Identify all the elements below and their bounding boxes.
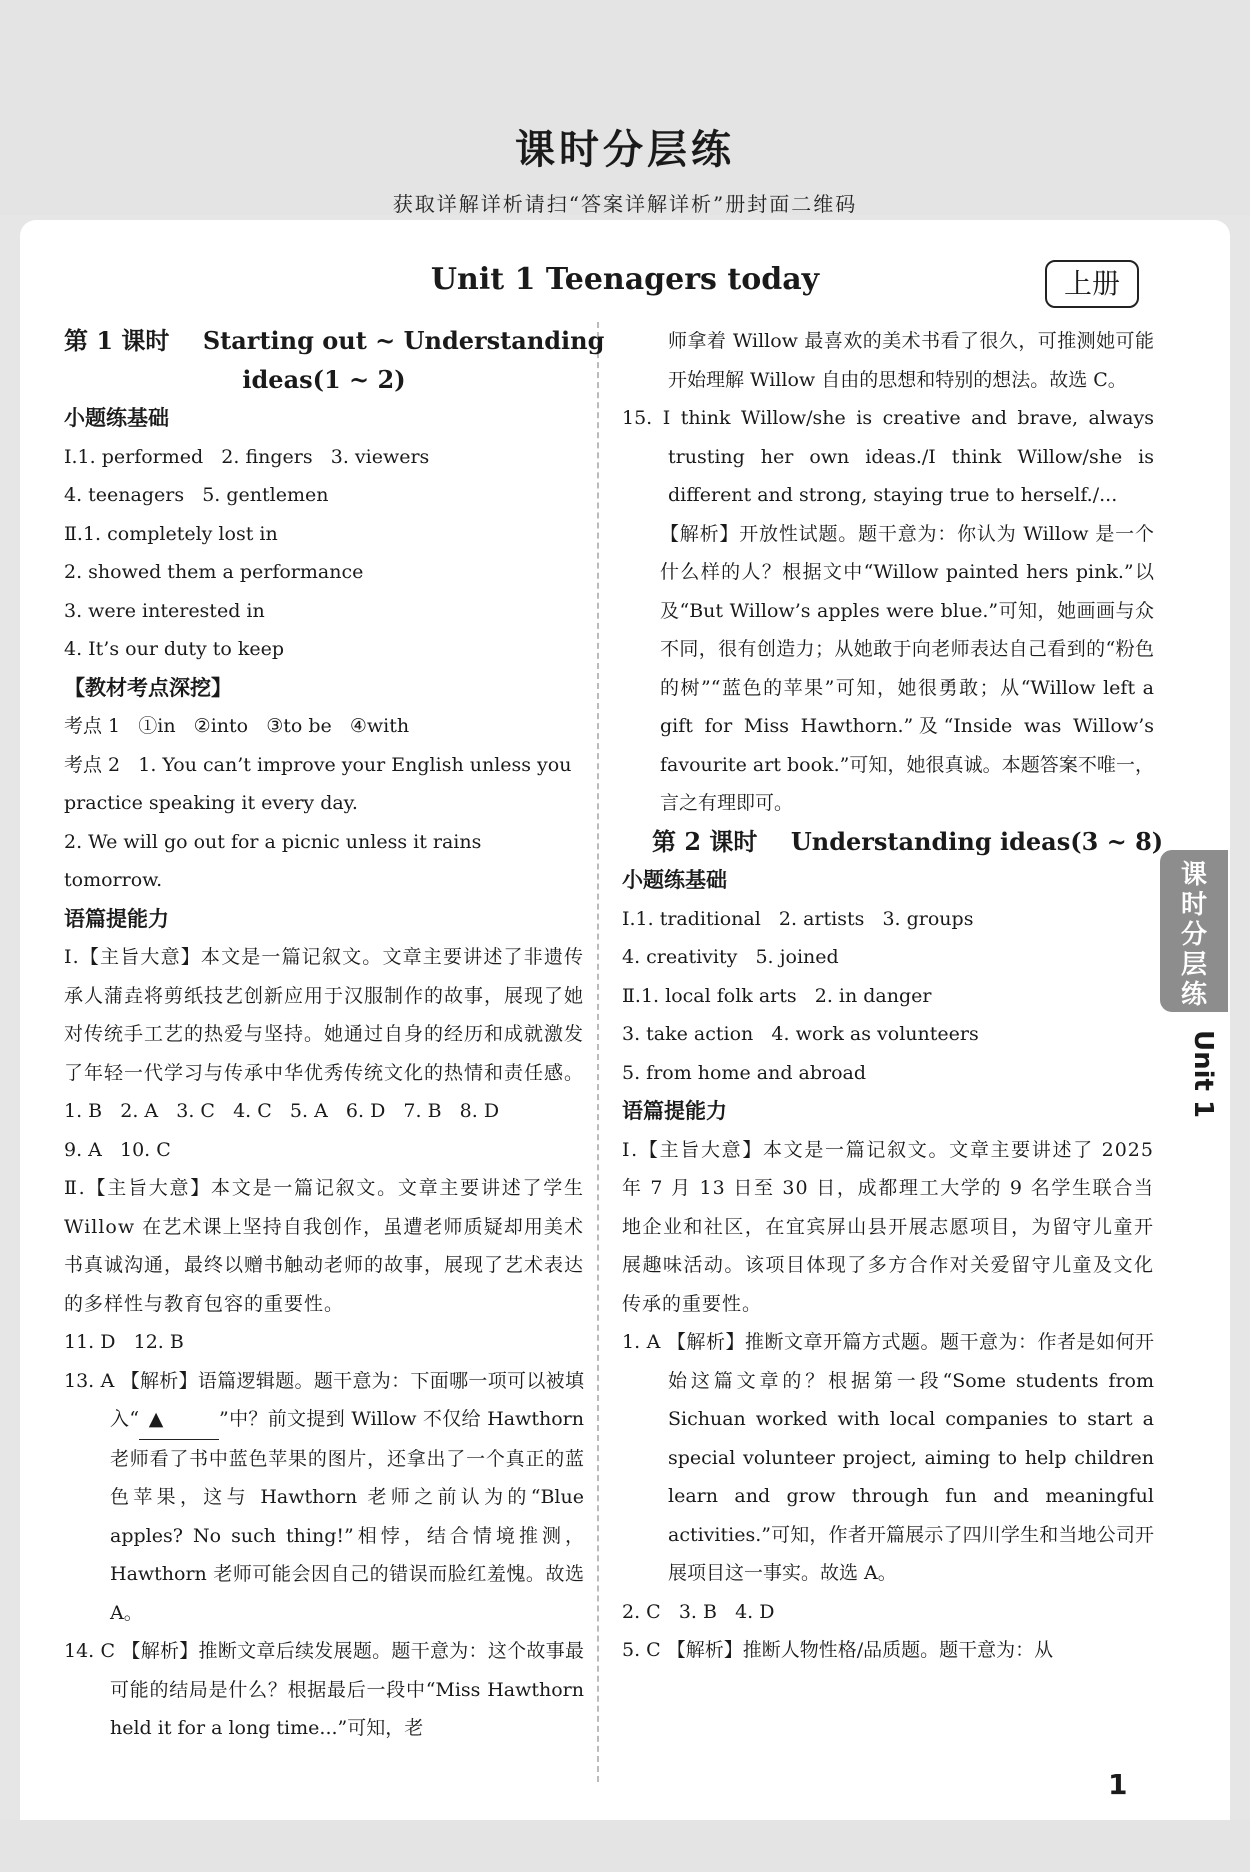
answer-line: 2. C 3. B 4. D <box>622 1600 775 1623</box>
answer-line: 5. from home and abroad <box>622 1061 867 1084</box>
explanation-14-cont: 师拿着 Willow 最喜欢的美术书看了很久，可推测她可能开始理解 Willow 自由的思想和特别的想法。故选 C。 <box>668 330 1154 391</box>
answer-line: Ⅱ.1. local folk arts 2. in danger <box>622 984 932 1007</box>
answer-line: 9. A 10. C <box>64 1138 171 1161</box>
lesson-1-title-cont: ideas(1 ~ 2) <box>242 364 406 394</box>
answer-line: 3. take action 4. work as volunteers <box>622 1023 979 1045</box>
page-title: 课时分层练 <box>515 127 735 173</box>
page-number: 1 <box>1108 1768 1128 1801</box>
answer-line: 考点 1 ①in ②into ③to be ④with <box>64 715 410 737</box>
section-basic: 小题练基础 <box>64 406 169 430</box>
explanation-5: 5. C 【解析】推断人物性格/品质题。题干意为：从 <box>622 1639 1054 1661</box>
explanation-14: 14. C 【解析】推断文章后续发展题。题干意为：这个故事最可能的结局是什么？根据最后一段中“Miss Hawthorn held it for a long time...”可知，老 <box>64 1640 584 1739</box>
answer-line: 4. creativity 5. joined <box>622 946 839 968</box>
right-column <box>622 322 1164 1670</box>
section-basic-2: 小题练基础 <box>622 868 727 892</box>
answer-line: Ⅱ.1. completely lost in <box>64 522 278 545</box>
answer-line: Ⅰ.1. performed 2. fingers 3. viewers <box>64 445 430 468</box>
side-tab-char: 练 <box>1180 980 1207 1010</box>
answer-15: 15. I think Willow/she is creative and brave, always trusting her own ideas./I think Willow/she is different and strong, staying true to herself./... <box>622 407 1154 506</box>
answer-line: 11. D 12. B <box>64 1331 184 1353</box>
section-reading: 语篇提能力 <box>64 906 169 931</box>
footer-band <box>0 1820 1250 1872</box>
side-unit-label: Unit 1 <box>1188 1030 1218 1119</box>
answer-line: 2. showed them a performance <box>64 561 364 583</box>
page-subtitle: 获取详解详析请扫“答案详解详析”册封面二维码 <box>392 192 858 216</box>
volume-badge: 上册 <box>1045 260 1139 308</box>
side-tab-char: 层 <box>1180 950 1207 980</box>
section-reading-2: 语篇提能力 <box>622 1099 727 1123</box>
answer-line: 3. were interested in <box>64 599 265 622</box>
explanation-13-text: 13. A 【解析】语篇逻辑题。题干意为：下面哪一项可以被填入“ <box>64 1369 584 1430</box>
side-tab <box>1160 850 1228 1012</box>
answer-line: 1. B 2. A 3. C 4. C 5. A 6. D 7. B 8. D <box>64 1100 500 1122</box>
passage-summary: Ⅱ.【主旨大意】本文是一篇记叙文。文章主要讲述了学生 Willow 在艺术课上坚持自我创作，虽遭老师质疑却用美术书真诚沟通，最终以赠书触动老师的故事，展现了艺术表达的多样性与教育包容的重要性。 <box>64 1177 585 1315</box>
passage-summary: Ⅰ.【主旨大意】本文是一篇记叙文。文章主要讲述了非遗传承人蒲垚将剪纸技艺创新应用于汉服制作的故事，展现了她对传统手工艺的热爱与坚持。她通过自身的经历和成就激发了年轻一代学习与传承中华优秀传统文化的热情和责任感。 <box>64 946 585 1084</box>
explanation-13-text-cont: ”中？前文提到 Willow 不仅给 Hawthorn 老师看了书中蓝色苹果的图片，还拿出了一个真正的蓝色苹果，这与 Hawthorn 老师之前认为的“Blue apples? No such thing!”相悖，结合情境推测，Hawthorn 老师可能会因自己的错误而脸红羞愧。故选 A。 <box>110 1408 584 1624</box>
lesson-1-title: 第 1 课时 Starting out ~ Understanding <box>64 326 605 355</box>
column-divider <box>597 322 599 1782</box>
lesson-2-title: 第 2 课时 Understanding ideas(3 ~ 8) <box>652 826 1164 856</box>
blank-marker: ▲ <box>139 1400 219 1440</box>
answer-line: 4. teenagers 5. gentlemen <box>64 484 329 506</box>
answer-line: Ⅰ.1. traditional 2. artists 3. groups <box>622 907 974 930</box>
answer-line: 考点 2 1. You can’t improve your English unless you practice speaking it every day. <box>64 753 578 814</box>
side-tab-char: 分 <box>1180 920 1207 950</box>
side-tab-char: 课 <box>1180 860 1207 890</box>
explanation-13 <box>64 1362 584 1633</box>
passage-summary: Ⅰ.【主旨大意】本文是一篇记叙文。文章主要讲述了 2025 年 7 月 13 日至 30 日，成都理工大学的 9 名学生联合当地企业和社区，在宜宾屏山县开展志愿项目，为留守儿童开展趣味活动。该项目体现了多方合作对关爱留守儿童及文化传承的重要性。 <box>622 1138 1154 1315</box>
explanation-1: 1. A 【解析】推断文章开篇方式题。题干意为：作者是如何开始这篇文章的？根据第一段“Some students from Sichuan worked with local companies to start a special volunteer project, aiming to help children learn and grow through fun and meaningful activities.”可知，作者开篇展示了四川学生和当地公司开展项目这一事实。故选 A。 <box>622 1331 1154 1584</box>
side-tab-char: 时 <box>1180 890 1207 920</box>
answer-line: 4. It’s our duty to keep <box>64 638 285 660</box>
header-band <box>0 0 1250 215</box>
left-column <box>64 322 605 1748</box>
unit-title: Unit 1 Teenagers today <box>430 262 820 297</box>
explanation-15: 【解析】开放性试题。题干意为：你认为 Willow 是一个什么样的人？根据文中“Willow painted hers pink.”以及“But Willow’s apples were blue.”可知，她画画与众不同，很有创造力；从她敢于向老师表达自己看到的“粉色的树”“蓝色的苹果”可知，她很勇敢；从“Willow left a gift for Miss Hawthorn.”及“Inside was Willow’s favourite art book.”可知，她很真诚。本题答案不唯一，言之有理即可。 <box>660 522 1154 814</box>
section-textbook: 【教材考点深挖】 <box>64 675 232 700</box>
answer-line: 2. We will go out for a picnic unless it rains tomorrow. <box>64 830 482 891</box>
